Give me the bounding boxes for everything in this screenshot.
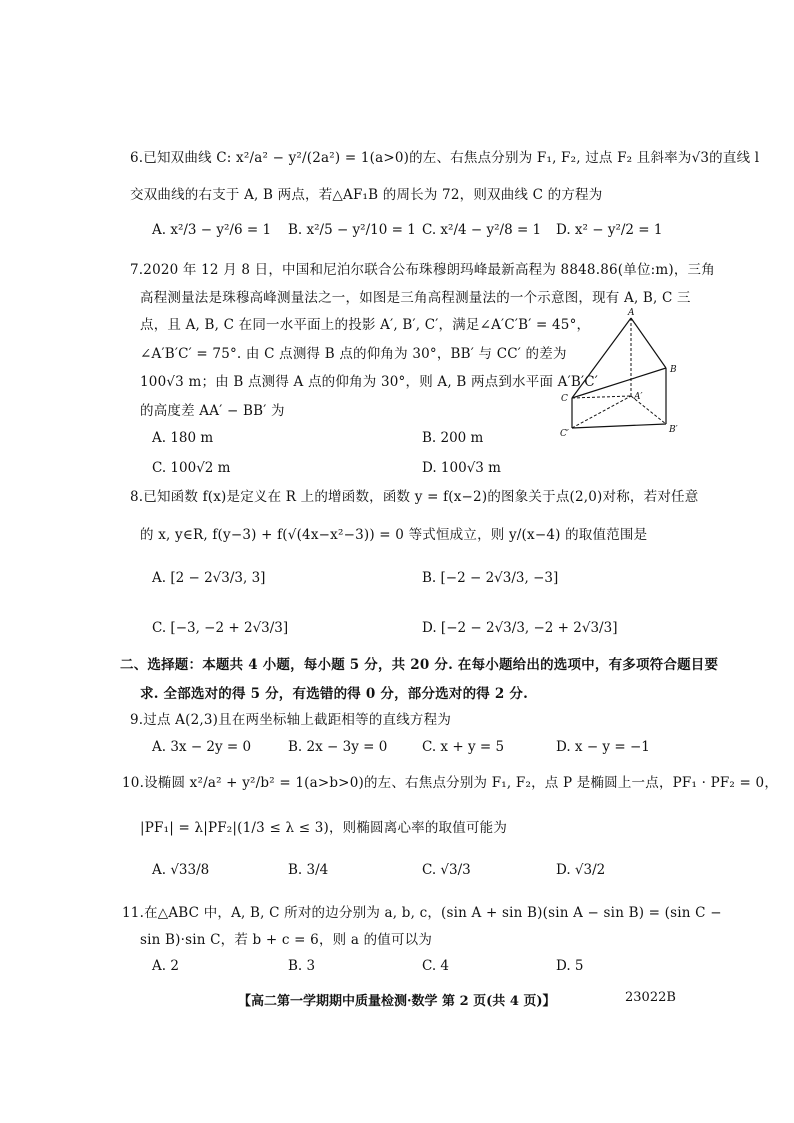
q11-option-b: B. 3 [288, 958, 316, 974]
q11-line2: sin B)·sin C，若 b + c = 6，则 a 的值可以为 [140, 932, 433, 948]
q9-option-b: B. 2x − 3y = 0 [288, 739, 388, 755]
section2-heading-line2: 求. 全部选对的得 5 分，有选错的得 0 分，部分选对的得 2 分. [140, 686, 528, 702]
label-a: A [628, 308, 635, 318]
section2-heading-line1: 二、选择题：本题共 4 小题，每小题 5 分，共 20 分. 在每小题给出的选项中，有多项符合题目要 [120, 657, 719, 673]
q7-line5: 100√3 m；由 B 点测得 A 点的仰角为 30°，则 A, B 两点到水平面 A′B′C′ [140, 374, 599, 390]
q10-option-d: D. √3/2 [556, 862, 606, 878]
q7-option-b: B. 200 m [422, 430, 484, 446]
label-b-prime: B′ [669, 425, 678, 435]
q7-option-d: D. 100√3 m [422, 460, 501, 476]
q6-option-b: B. x²/5 − y²/10 = 1 [288, 222, 416, 238]
paper-code: 23022B [625, 990, 676, 1005]
q10-line2: |PF₁| = λ|PF₂|(1/3 ≤ λ ≤ 3)，则椭圆离心率的取值可能为 [140, 820, 508, 836]
q8-option-c: C. [−3, −2 + 2√3/3] [152, 620, 289, 636]
label-b: B [670, 365, 677, 375]
q8-option-b: B. [−2 − 2√3/3, −3] [422, 570, 559, 586]
q11-option-a: A. 2 [152, 958, 179, 974]
triangulation-figure [556, 306, 686, 440]
q8-line1: 8.已知函数 f(x)是定义在 R 上的增函数，函数 y = f(x−2)的图象关于点(2,0)对称，若对任意 [130, 489, 699, 505]
q10-option-c: C. √3/3 [422, 862, 471, 878]
q6-line1: 6.已知双曲线 C: x²/a² − y²/(2a²) = 1(a>0)的左、右焦点分别为 F₁, F₂, 过点 F₂ 且斜率为√3的直线 l [130, 150, 760, 166]
page-footer: 【高二第一学期期中质量检测·数学 第 2 页(共 4 页)】 [238, 994, 556, 1009]
q9-line1: 9.过点 A(2,3)且在两坐标轴上截距相等的直线方程为 [130, 712, 452, 728]
q7-line3: 点，且 A, B, C 在同一水平面上的投影 A′, B′, C′，满足∠A′C′B′ = 45°， [140, 317, 591, 333]
q7-line2: 高程测量法是珠穆高峰测量法之一，如图是三角高程测量法的一个示意图，现有 A, B, C 三 [140, 290, 691, 306]
q6-option-c: C. x²/4 − y²/8 = 1 [422, 222, 542, 238]
q10-option-a: A. √33/8 [152, 862, 210, 878]
q7-option-a: A. 180 m [152, 430, 214, 446]
q8-line2: 的 x, y∈R, f(y−3) + f(√(4x−x²−3)) = 0 等式恒成立，则 y/(x−4) 的取值范围是 [140, 527, 648, 543]
q11-option-d: D. 5 [556, 958, 584, 974]
q11-option-c: C. 4 [422, 958, 450, 974]
label-c-prime: C′ [560, 429, 569, 439]
label-a-prime: A′ [634, 392, 643, 402]
q8-option-a: A. [2 − 2√3/3, 3] [152, 570, 266, 586]
q11-line1: 11.在△ABC 中，A, B, C 所对的边分别为 a, b, c，(sin A + sin B)(sin A − sin B) = (sin C − [122, 905, 722, 921]
q9-option-c: C. x + y = 5 [422, 739, 505, 755]
q6-option-a: A. x²/3 − y²/6 = 1 [152, 222, 272, 238]
q10-option-b: B. 3/4 [288, 862, 329, 878]
q9-option-a: A. 3x − 2y = 0 [152, 739, 252, 755]
q10-line1: 10.设椭圆 x²/a² + y²/b² = 1(a>b>0)的左、右焦点分别为 F₁, F₂，点 P 是椭圆上一点，PF₁ · PF₂ = 0， [122, 775, 779, 791]
q7-line4: ∠A′B′C′ = 75°. 由 C 点测得 B 点的仰角为 30°，BB′ 与 CC′ 的差为 [140, 346, 567, 362]
q6-line2: 交双曲线的右支于 A, B 两点，若△AF₁B 的周长为 72，则双曲线 C 的方程为 [130, 187, 603, 203]
q8-option-d: D. [−2 − 2√3/3, −2 + 2√3/3] [422, 620, 618, 636]
q7-line6: 的高度差 AA′ − BB′ 为 [140, 403, 285, 419]
q7-option-c: C. 100√2 m [152, 460, 231, 476]
label-c: C [561, 394, 568, 404]
q7-line1: 7.2020 年 12 月 8 日，中国和尼泊尔联合公布珠穆朗玛峰最新高程为 8848.86(单位:m)，三角 [130, 262, 715, 278]
q9-option-d: D. x − y = −1 [556, 739, 650, 755]
q6-option-d: D. x² − y²/2 = 1 [556, 222, 663, 238]
